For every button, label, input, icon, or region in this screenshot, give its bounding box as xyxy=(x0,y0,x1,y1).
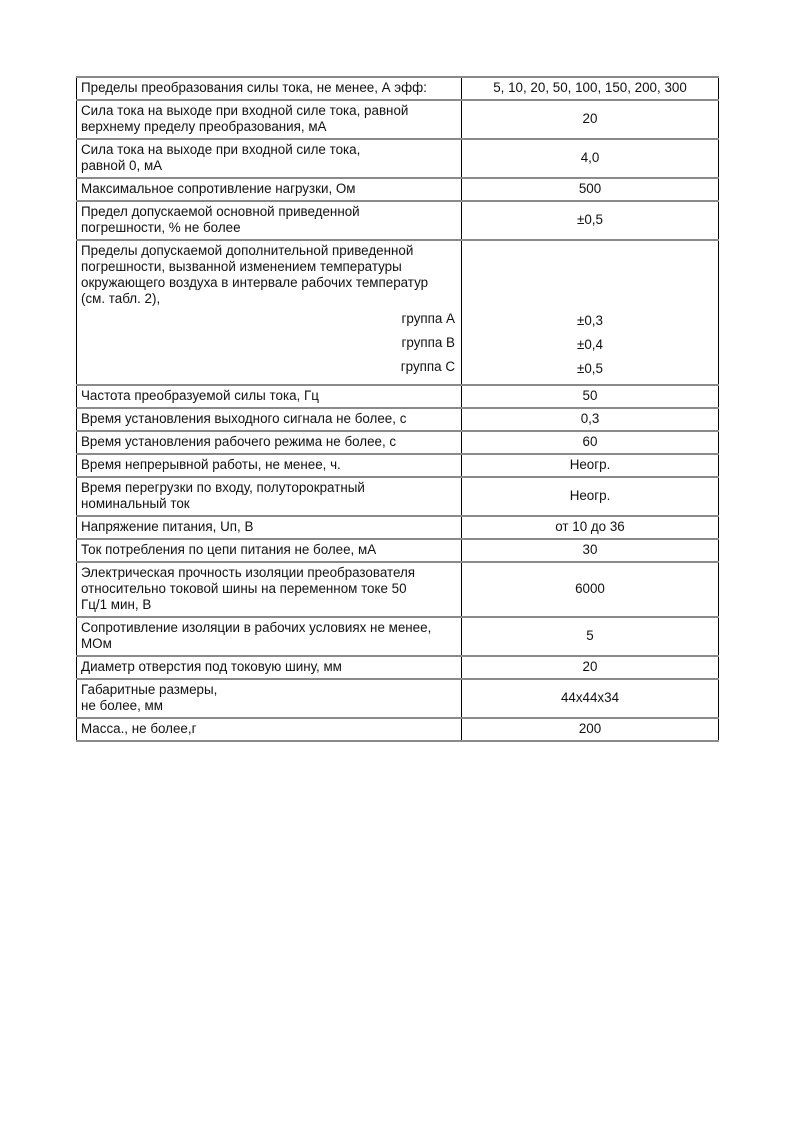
table-row xyxy=(77,656,719,679)
param-value: 5 xyxy=(462,617,719,656)
param-value: 30 xyxy=(462,539,719,562)
table-row xyxy=(77,477,719,516)
table-row xyxy=(77,77,719,100)
table-row xyxy=(77,431,719,454)
table-row xyxy=(77,718,719,741)
param-value: 50 xyxy=(462,385,719,408)
param-label: Масса., не более,г xyxy=(77,718,462,741)
table-row xyxy=(77,516,719,539)
table-row xyxy=(77,617,719,656)
param-label: Частота преобразуемой силы тока, Гц xyxy=(77,385,462,408)
param-label: Сила тока на выходе при входной силе тока, равной верхнему пределу преобразования, мА xyxy=(77,100,462,139)
param-label: Диаметр отверстия под токовую шину, мм xyxy=(77,656,462,679)
param-value: ±0,5 xyxy=(462,201,719,240)
param-value: 20 xyxy=(462,656,719,679)
param-label: Время установления выходного сигнала не более, с xyxy=(77,408,462,431)
table-row xyxy=(77,679,719,718)
param-value: 60 xyxy=(462,431,719,454)
param-label xyxy=(77,617,462,656)
param-text: Электрическая прочность изоляции преобразователя относительно токовой шины на переменном токе 50 Гц/1 мин, В xyxy=(81,565,416,612)
param-value: 0,3 xyxy=(462,408,719,431)
param-value: 44x44x34 xyxy=(462,679,719,718)
param-value: 4,0 xyxy=(462,139,719,178)
table-row-temperature-error xyxy=(77,240,719,385)
param-text: Сила тока на выходе при входной силе тока, равной 0, мА xyxy=(81,142,361,173)
param-text: Пределы допускаемой дополнительной приведенной погрешности, вызванной изменением температуры окружающего воздуха в интервале рабочих температур (см. табл. 2), xyxy=(81,243,429,306)
specifications-table xyxy=(76,76,719,742)
param-label xyxy=(77,240,462,385)
param-label xyxy=(77,679,462,718)
param-text: Габаритные размеры, не более, мм xyxy=(81,682,218,713)
param-text: Время перегрузки по входу, полуторократный номинальный ток xyxy=(81,480,365,511)
group-a-value: ±0,3 xyxy=(577,313,603,328)
table-row xyxy=(77,539,719,562)
table-row xyxy=(77,201,719,240)
param-value: 20 xyxy=(462,100,719,139)
param-value: от 10 до 36 xyxy=(462,516,719,539)
param-label: Время установления рабочего режима не более, с xyxy=(77,431,462,454)
param-text: Сопротивление изоляции в рабочих условиях не менее, МОм xyxy=(81,620,432,651)
group-c-label: группа С xyxy=(400,359,455,374)
param-label: Максимальное сопротивление нагрузки, Ом xyxy=(77,178,462,201)
param-label: Пределы преобразования силы тока, не менее, А эфф: xyxy=(77,77,462,100)
param-label xyxy=(77,477,462,516)
table-row xyxy=(77,100,719,139)
param-label: Время непрерывной работы, не менее, ч. xyxy=(77,454,462,477)
param-value: 200 xyxy=(462,718,719,741)
param-value: 6000 xyxy=(462,562,719,617)
group-c-value: ±0,5 xyxy=(577,361,603,376)
param-label: Ток потребления по цепи питания не более, мА xyxy=(77,539,462,562)
param-label xyxy=(77,562,462,617)
table-row xyxy=(77,385,719,408)
param-value: Неогр. xyxy=(462,477,719,516)
group-b-label: группа В xyxy=(401,335,455,350)
table-row xyxy=(77,408,719,431)
param-label xyxy=(77,201,462,240)
param-value: Неогр. xyxy=(462,454,719,477)
param-label: Напряжение питания, Uп, В xyxy=(77,516,462,539)
spacer xyxy=(466,243,714,309)
group-b-value: ±0,4 xyxy=(577,337,603,352)
group-a-label: группа А xyxy=(401,311,455,326)
param-label xyxy=(77,139,462,178)
param-value: 500 xyxy=(462,178,719,201)
table-row xyxy=(77,562,719,617)
param-value: 5, 10, 20, 50, 100, 150, 200, 300 xyxy=(462,77,719,100)
param-text: Предел допускаемой основной приведенной погрешности, % не более xyxy=(81,204,360,235)
table-row xyxy=(77,178,719,201)
table-row xyxy=(77,139,719,178)
table-row xyxy=(77,454,719,477)
param-value xyxy=(462,240,719,385)
